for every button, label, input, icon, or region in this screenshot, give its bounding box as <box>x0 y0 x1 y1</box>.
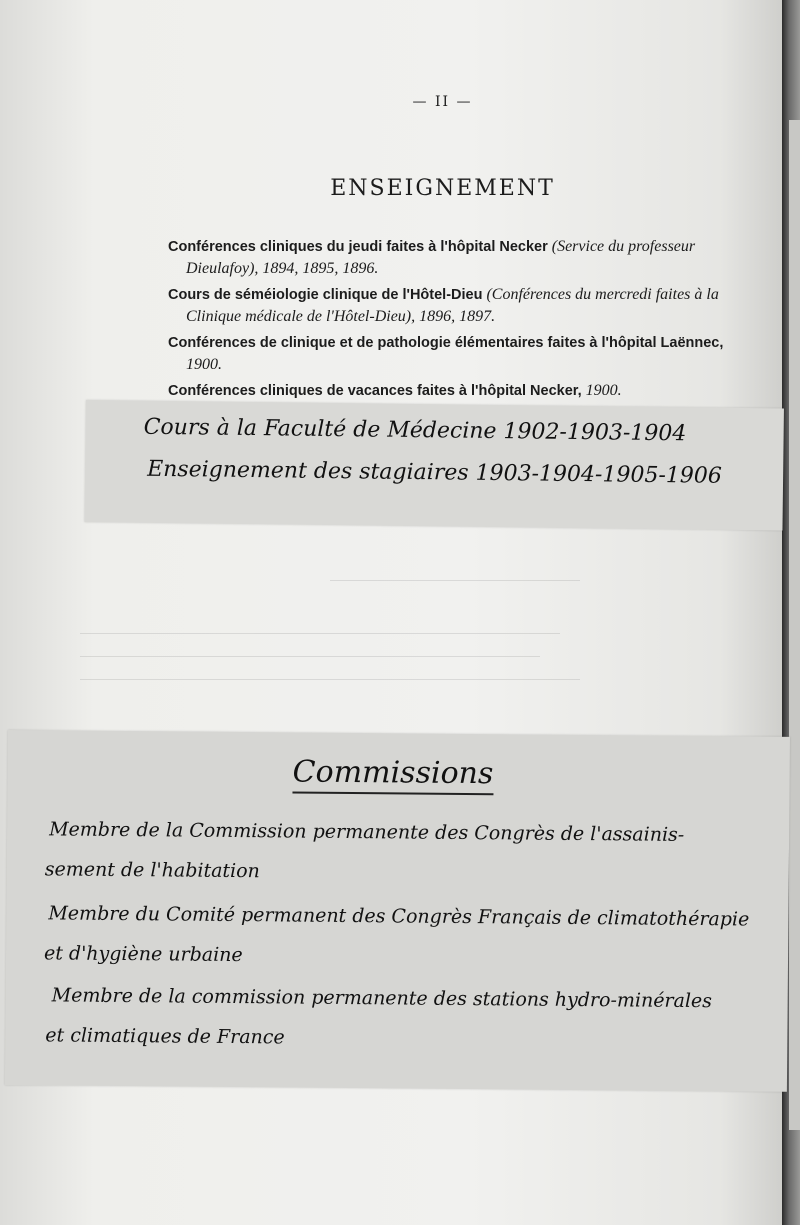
entry-laennec: Conférences de clinique et de pathologie élémentaires faites à l'hôpital Laënnec, 1900. <box>168 335 724 373</box>
handwritten-line: Cours à la Faculté de Médecine 1902-1903-1904 <box>143 414 687 447</box>
handwritten-line: Membre de la commission permanente des stations hydro-minérales <box>51 984 713 1013</box>
handwritten-line: Enseignement des stagiaires 1903-1904-1905-1906 <box>147 456 722 489</box>
entry-necker-jeudi: Conférences cliniques du jeudi faites à l'hôpital Necker (Service du professeur Dieulafoy), 1894, 1895, 1896. <box>168 238 696 277</box>
bleed-through-text <box>0 580 782 680</box>
handwritten-line: sement de l'habitation <box>44 858 260 883</box>
handwritten-line: Membre du Comité permanent des Congrès Français de climatothérapie <box>48 902 750 931</box>
next-page-edge <box>789 120 800 1130</box>
teaching-entries <box>168 236 728 406</box>
handwritten-line: et climatiques de France <box>45 1024 285 1049</box>
entry-hotel-dieu: Cours de séméiologie clinique de l'Hôtel-Dieu (Conférences du mercredi faites à la Clinique médicale de l'Hôtel-Dieu), 1896, 1897. <box>168 286 719 325</box>
entry-necker-vacances: Conférences cliniques de vacances faites à l'hôpital Necker, 1900. <box>168 382 622 399</box>
handwritten-line: Membre de la Commission permanente des Congrès de l'assainis- <box>49 818 685 846</box>
handwritten-slip-commissions <box>5 730 790 1092</box>
page-number: — II — <box>412 94 473 110</box>
handwritten-slip-teaching <box>85 400 784 531</box>
handwritten-line: et d'hygiène urbaine <box>43 942 243 967</box>
commissions-heading: Commissions <box>292 754 493 795</box>
section-title: ENSEIGNEMENT <box>330 176 555 201</box>
